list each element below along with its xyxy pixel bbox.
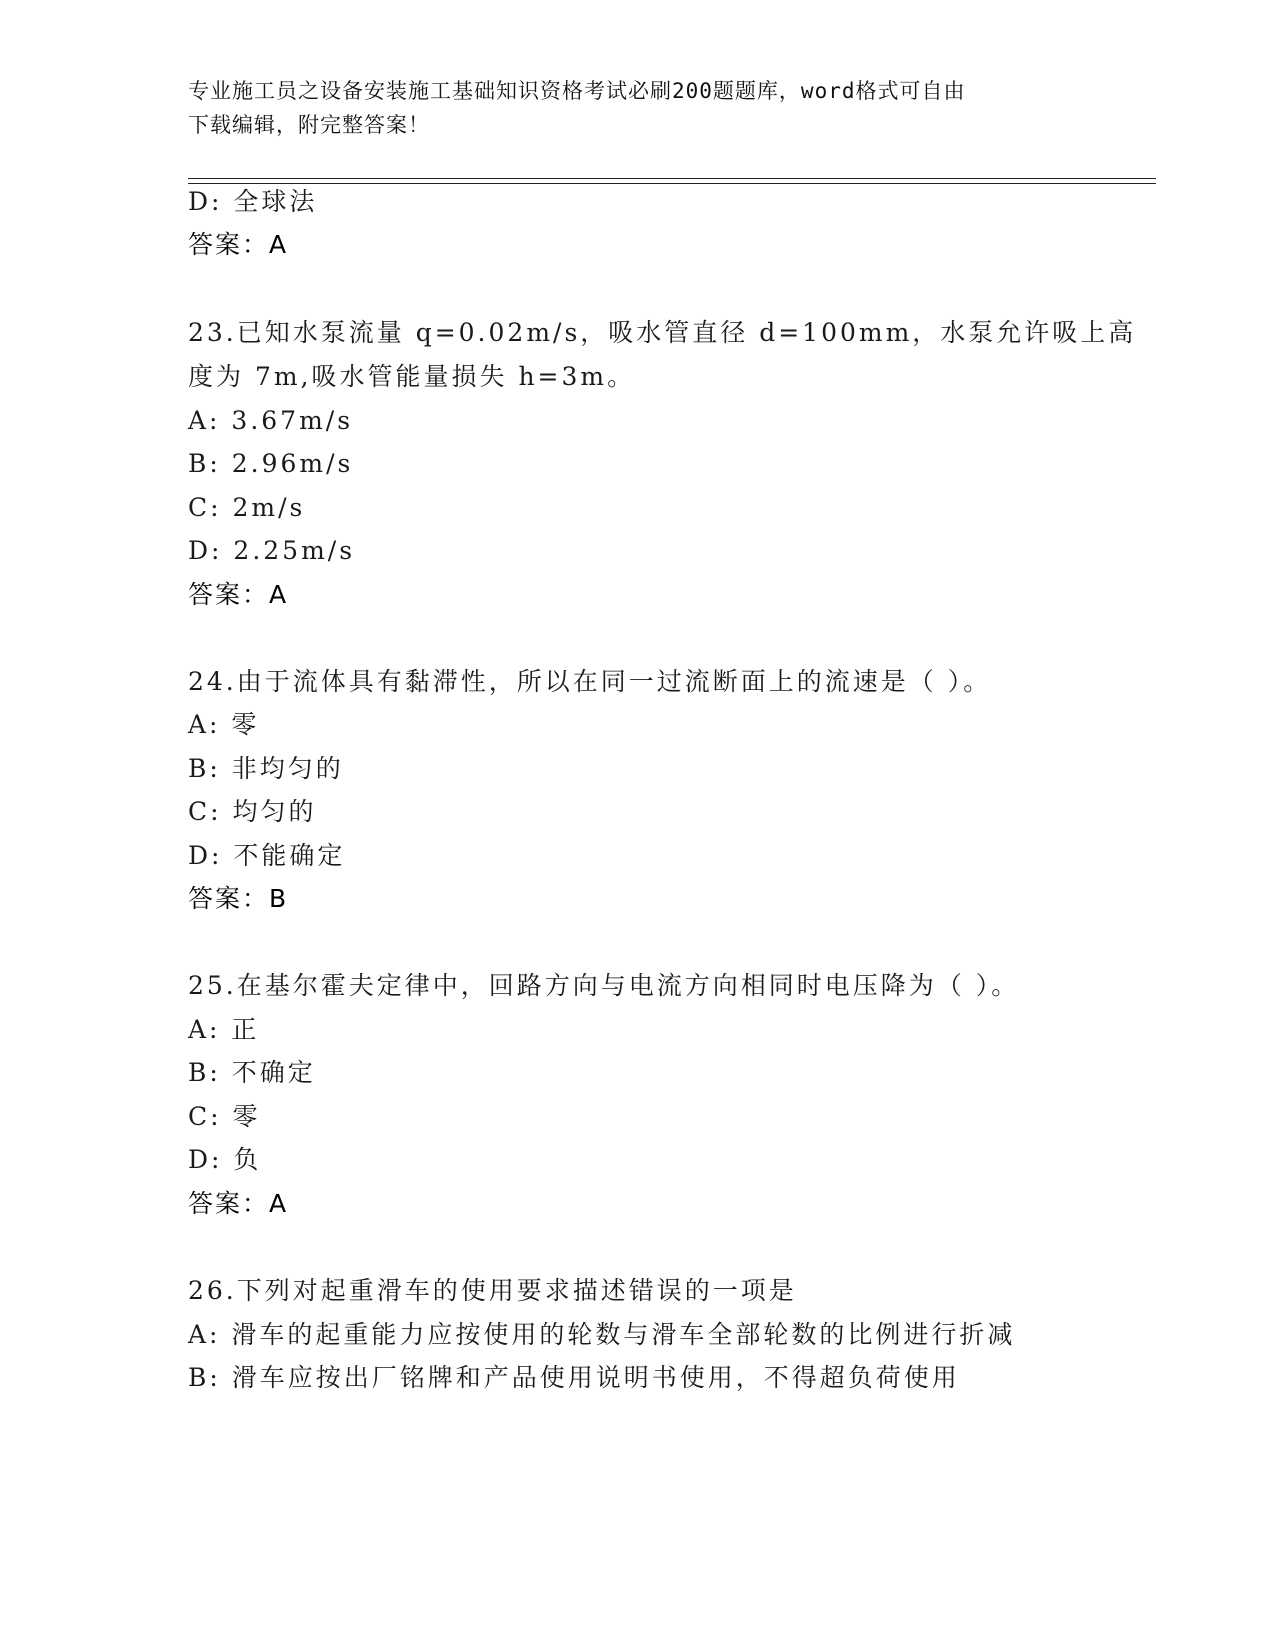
q24-answer: 答案：B (188, 884, 289, 913)
q25-stem: 25.在基尔霍夫定律中，回路方向与电流方向相同时电压降为（ ）。 (188, 971, 1020, 1000)
q26-option-a: A: 滑车的起重能力应按使用的轮数与滑车全部轮数的比例进行折减 (188, 1320, 1016, 1349)
q23-option-b: B: 2.96m/s (188, 449, 354, 478)
q23-stem-line-2: 度为 7m,吸水管能量损失 h=3m。 (188, 362, 636, 391)
q24-option-b: B: 非均匀的 (188, 754, 344, 783)
header-rule-bottom (188, 183, 1156, 184)
q26-stem: 26.下列对起重滑车的使用要求描述错误的一项是 (188, 1276, 797, 1305)
header-rule-top (188, 178, 1156, 179)
q23-option-d: D: 2.25m/s (188, 536, 356, 565)
q23-option-c: C: 2m/s (188, 493, 306, 522)
q25-option-c: C: 零 (188, 1102, 261, 1131)
q23-option-a: A: 3.67m/s (188, 406, 354, 435)
q23-answer: 答案：A (188, 580, 289, 609)
document-header (188, 74, 1088, 142)
q24-option-d: D: 不能确定 (188, 841, 346, 870)
header-title-line-1: 专业施工员之设备安装施工基础知识资格考试必刷200题题库，word格式可自由 (188, 79, 966, 103)
header-title-line-2: 下载编辑，附完整答案！ (188, 113, 430, 137)
prev-option-d: D: 全球法 (188, 187, 318, 216)
q24-stem: 24.由于流体具有黏滞性，所以在同一过流断面上的流速是（ ）。 (188, 667, 992, 696)
q23-stem-line-1: 23.已知水泵流量 q=0.02m/s，吸水管直径 d=100mm，水泵允许吸上高 (188, 318, 1137, 347)
prev-answer: 答案：A (188, 230, 289, 259)
q25-answer: 答案：A (188, 1189, 289, 1218)
q24-option-a: A: 零 (188, 710, 260, 739)
q25-option-a: A: 正 (188, 1015, 260, 1044)
q26-option-b: B: 滑车应按出厂铭牌和产品使用说明书使用，不得超负荷使用 (188, 1363, 960, 1392)
q25-option-b: B: 不确定 (188, 1058, 316, 1087)
q24-option-c: C: 均匀的 (188, 797, 317, 826)
q25-option-d: D: 负 (188, 1145, 262, 1174)
